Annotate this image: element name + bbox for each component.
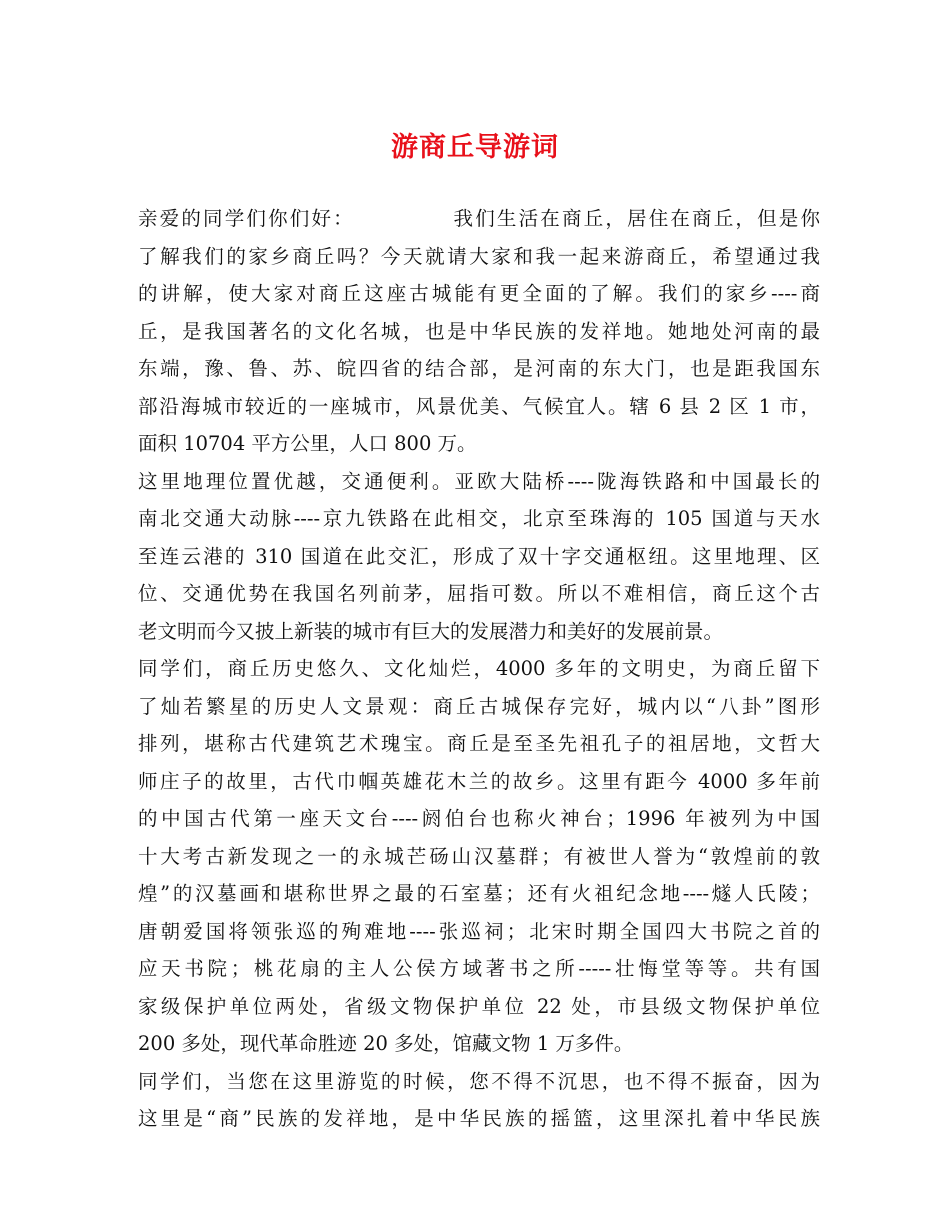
text-line: 200 多处，现代革命胜迹 20 多处，馆藏文物 1 万多件。	[138, 1032, 634, 1055]
text-line: 的中国古代第一座天文台----阏伯台也称火神台；1996 年被列为中国	[138, 807, 820, 830]
text-line: 排列，堪称古代建筑艺术瑰宝。商丘是至圣先祖孔子的祖居地，文哲大	[138, 732, 820, 755]
text-line: 了灿若繁星的历史人文景观：商丘古城保存完好，城内以“八卦”图形	[138, 694, 820, 718]
document-title: 游商丘导游词	[391, 132, 559, 163]
text-line: 了解我们的家乡商丘吗？今天就请大家和我一起来游商丘，希望通过我	[138, 244, 820, 268]
text-line: 面积 10704 平方公里，人口 800 万。	[138, 432, 477, 455]
text-line: 至连云港的 310 国道在此交汇，形成了双十字交通枢纽。这里地理、区	[138, 544, 820, 568]
text-line: 南北交通大动脉----京九铁路在此相交，北京至珠海的 105 国道与天水	[138, 507, 820, 530]
text-line: 部沿海城市较近的一座城市，风景优美、气候宜人。辖 6 县 2 区 1 市，	[138, 394, 820, 418]
text-line: 老文明而今又披上新装的城市有巨大的发展潜力和美好的发展前景。	[138, 619, 724, 643]
text-line: 师庄子的故里，古代巾帼英雄花木兰的故乡。这里有距今 4000 多年前	[138, 769, 820, 793]
text-line: 煌”的汉墓画和堪称世界之最的石室墓；还有火祖纪念地----燧人氏陵；	[138, 882, 820, 905]
text-line: 亲爱的同学们你们好： 我们生活在商丘，居住在商丘，但是你	[138, 207, 820, 230]
text-line: 十大考古新发现之一的永城芒砀山汉墓群；有被世人誉为“敦煌前的敦	[138, 844, 820, 868]
text-line: 的讲解，使大家对商丘这座古城能有更全面的了解。我们的家乡----商	[138, 282, 820, 305]
document-body	[138, 200, 820, 1138]
text-line: 同学们，当您在这里游览的时候，您不得不沉思，也不得不振奋，因为	[138, 1069, 820, 1093]
text-line: 家级保护单位两处，省级文物保护单位 22 处，市县级文物保护单位	[138, 994, 820, 1018]
text-line: 东端，豫、鲁、苏、皖四省的结合部，是河南的东大门，也是距我国东	[138, 357, 820, 380]
text-line: 唐朝爱国将领张巡的殉难地----张巡祠；北宋时期全国四大书院之首的	[138, 919, 820, 943]
text-line: 位、交通优势在我国名列前茅，屈指可数。所以不难相信，商丘这个古	[138, 582, 820, 605]
text-line: 这里地理位置优越，交通便利。亚欧大陆桥----陇海铁路和中国最长的	[138, 469, 820, 493]
text-line: 应天书院；桃花扇的主人公侯方域著书之所-----壮悔堂等等。共有国	[138, 957, 820, 980]
text-line: 同学们，商丘历史悠久、文化灿烂，4000 多年的文明史，为商丘留下	[138, 657, 820, 680]
text-line: 丘，是我国著名的文化名城，也是中华民族的发祥地。她地处河南的最	[138, 319, 820, 343]
text-line: 这里是“商”民族的发祥地，是中华民族的摇篮，这里深扎着中华民族	[138, 1107, 820, 1130]
